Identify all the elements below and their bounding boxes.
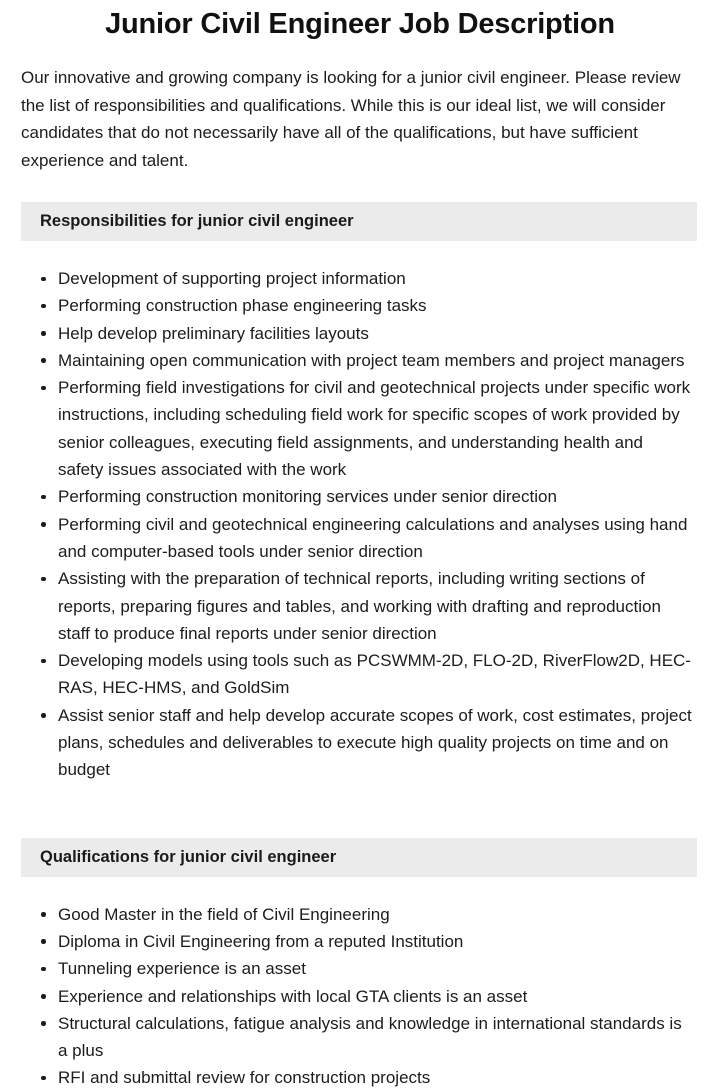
section-heading-responsibilities: Responsibilities for junior civil engineer xyxy=(21,202,697,241)
list-item: Performing field investigations for civil and geotechnical projects under specific work instructions, including scheduling field work for specific scopes of work provided by senior colleagues, executing field assignments, and understanding health and safety issues associated with the work xyxy=(0,374,720,483)
list-item: Experience and relationships with local GTA clients is an asset xyxy=(0,983,720,1010)
section-qualifications xyxy=(0,838,720,1092)
list-item: Structural calculations, fatigue analysis and knowledge in international standards is a plus xyxy=(0,1010,720,1065)
page-title: Junior Civil Engineer Job Description xyxy=(105,8,615,40)
list-item: Developing models using tools such as PCSWMM-2D, FLO-2D, RiverFlow2D, HEC-RAS, HEC-HMS, and GoldSim xyxy=(0,647,720,702)
list-item: Development of supporting project information xyxy=(0,265,720,292)
section-responsibilities xyxy=(0,202,720,784)
list-item: Maintaining open communication with project team members and project managers xyxy=(0,347,720,374)
list-item: Tunneling experience is an asset xyxy=(0,955,720,982)
section-spacer xyxy=(0,784,720,810)
intro-paragraph: Our innovative and growing company is looking for a junior civil engineer. Please review the list of responsibilities and qualifications. While this is our ideal list, we will consider candidates that do not necessarily have all of the qualifications, but have sufficient experience and talent. xyxy=(21,68,681,170)
list-item: Good Master in the field of Civil Engineering xyxy=(0,901,720,928)
list-item: Performing construction phase engineering tasks xyxy=(0,292,720,319)
qualifications-list xyxy=(0,901,720,1092)
job-description-page xyxy=(0,6,720,1092)
list-item: Assist senior staff and help develop accurate scopes of work, cost estimates, project plans, schedules and deliverables to execute high quality projects on time and on budget xyxy=(0,702,720,784)
list-item: RFI and submittal review for construction projects xyxy=(0,1064,720,1091)
list-item: Performing civil and geotechnical engineering calculations and analyses using hand and computer-based tools under senior direction xyxy=(0,511,720,566)
list-item: Diploma in Civil Engineering from a reputed Institution xyxy=(0,928,720,955)
list-item: Assisting with the preparation of technical reports, including writing sections of reports, preparing figures and tables, and working with drafting and reproduction staff to produce final reports under senior direction xyxy=(0,565,720,647)
list-item: Performing construction monitoring services under senior direction xyxy=(0,483,720,510)
section-heading-qualifications: Qualifications for junior civil engineer xyxy=(21,838,697,877)
responsibilities-list xyxy=(0,265,720,784)
list-item: Help develop preliminary facilities layouts xyxy=(0,320,720,347)
